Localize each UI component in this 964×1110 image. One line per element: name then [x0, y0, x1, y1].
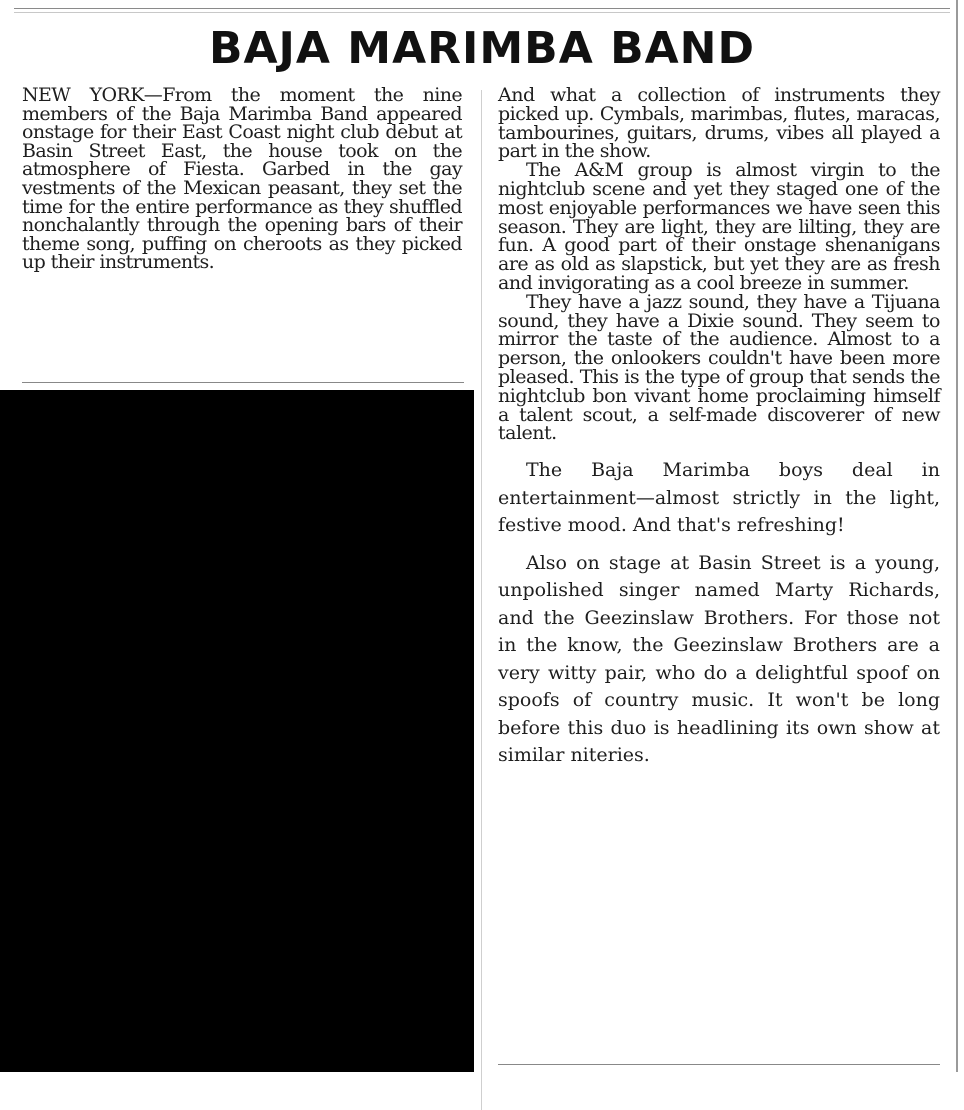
redacted-photo-area — [0, 390, 474, 1072]
paragraph-lead: NEW YORK—From the moment the nine members of the Baja Marimba Band appeared onstage for their East Coast night club debut at Basin Street East, the house took on the atmosphere of Fiesta. Garbed in the gay vestments of the Mexican peasant, they set the time for the entire performance as they shuffled nonchalantly through the opening bars of their theme song, puffing on cheroots as they picked up their instruments. — [22, 84, 462, 274]
left-column — [22, 86, 462, 272]
paragraph-sound: They have a jazz sound, they have a Tijuana sound, they have a Dixie sound. They seem to mirror the taste of the audience. Almost to a person, the onlookers couldn't have been more pleased. This is the type of group that sends the nightclub bon vivant home proclaiming himself a talent scout, a self-made discoverer of new talent. — [498, 290, 940, 445]
page-edge — [956, 0, 958, 1072]
left-column-rule — [22, 382, 464, 383]
paragraph-gap — [498, 540, 940, 550]
paragraph-basin-street: Also on stage at Basin Street is a young, unpolished singer named Marty Richards, and the Geezinslaw Brothers. For those not in the know, the Geezinslaw Brothers are a very witty pair, who do a delightful spoof on spoofs of country music. It won't be long before this duo is headlining its own show at similar niteries. — [498, 551, 940, 767]
right-column — [498, 86, 940, 770]
paragraph-gap — [498, 443, 940, 457]
right-column-rule — [498, 1064, 940, 1065]
paragraph-instruments: And what a collection of instruments they picked up. Cymbals, marimbas, flutes, maracas, tambourines, guitars, drums, vibes all played a part in the show. — [498, 84, 940, 163]
top-rule-secondary — [14, 12, 950, 13]
column-divider — [481, 90, 482, 1110]
headline: BAJA MARIMBA BAND — [208, 23, 756, 74]
paragraph-nightclub-scene: The A&M group is almost virgin to the nightclub scene and yet they staged one of the most enjoyable performances we have seen this season. They are light, they are lilting, they are fun. A good part of their onstage shenanigans are as old as slapstick, but yet they are as fresh and invigorating as a cool breeze in summer. — [498, 159, 940, 294]
top-rule — [14, 8, 950, 9]
paragraph-entertainment: The Baja Marimba boys deal in entertainment—almost strictly in the light, festive mood. And that's refreshing! — [498, 459, 940, 537]
